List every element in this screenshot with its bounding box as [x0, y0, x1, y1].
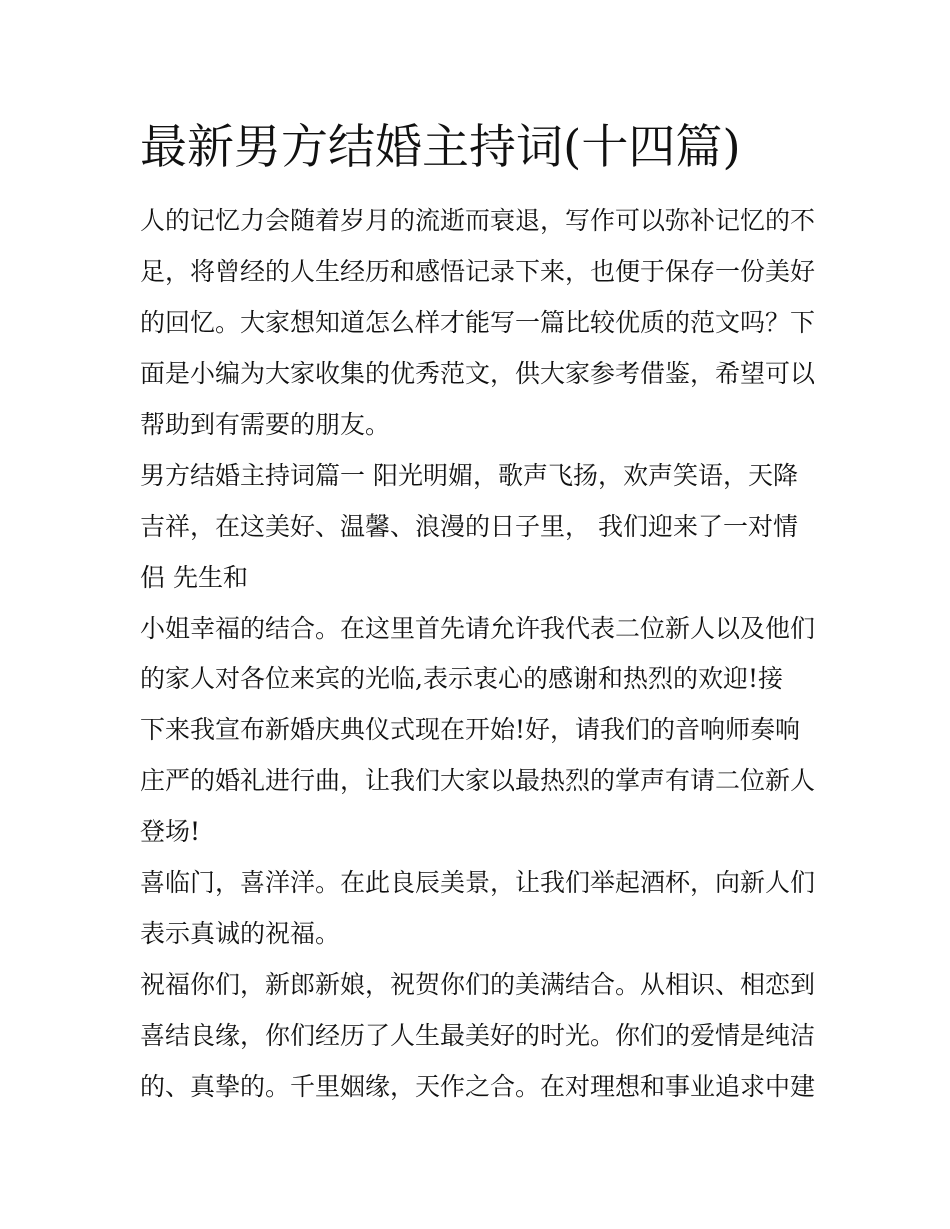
text-line: 侣 先生和 [140, 563, 248, 592]
text-line: 登场! [140, 817, 201, 846]
text-line: 帮助到有需要的朋友。 [140, 410, 391, 439]
text-line: 面是小编为大家收集的优秀范文，供大家参考借鉴，希望可以 [140, 359, 816, 388]
text-line: 足，将曾经的人生经历和感悟记录下来，也便于保存一份美好 [140, 257, 816, 286]
text-line: 的回忆。大家想知道怎么样才能写一篇比较优质的范文吗？下 [140, 308, 816, 337]
text-line: 男方结婚主持词篇一 阳光明媚，歌声飞扬，欢声笑语，天降 [140, 461, 798, 490]
text-line: 的家人对各位来宾的光临,表示衷心的感谢和热烈的欢迎!接 [140, 664, 783, 693]
text-line: 庄严的婚礼进行曲，让我们大家以最热烈的掌声有请二位新人 [140, 766, 816, 795]
text-line: 喜临门，喜洋洋。在此良辰美景，让我们举起酒杯，向新人们 [140, 868, 816, 897]
text-line: 下来我宣布新婚庆典仪式现在开始!好，请我们的音响师奏响 [140, 715, 801, 744]
text-line: 小姐幸福的结合。在这里首先请允许我代表二位新人以及他们 [140, 614, 816, 643]
text-line: 的、真挚的。千里姻缘，天作之合。在对理想和事业追求中建 [140, 1072, 816, 1101]
text-line: 表示真诚的祝福。 [140, 919, 341, 948]
document-title: 最新男方结婚主持词(十四篇) [140, 120, 741, 175]
text-line: 祝福你们，新郎新娘，祝贺你们的美满结合。从相识、相恋到 [140, 970, 816, 999]
text-line: 吉祥，在这美好、温馨、浪漫的日子里， 我们迎来了一对情 [140, 512, 798, 541]
text-line: 喜结良缘，你们经历了人生最美好的时光。你们的爱情是纯洁 [140, 1021, 816, 1050]
text-line: 人的记忆力会随着岁月的流逝而衰退，写作可以弥补记忆的不 [140, 206, 816, 235]
